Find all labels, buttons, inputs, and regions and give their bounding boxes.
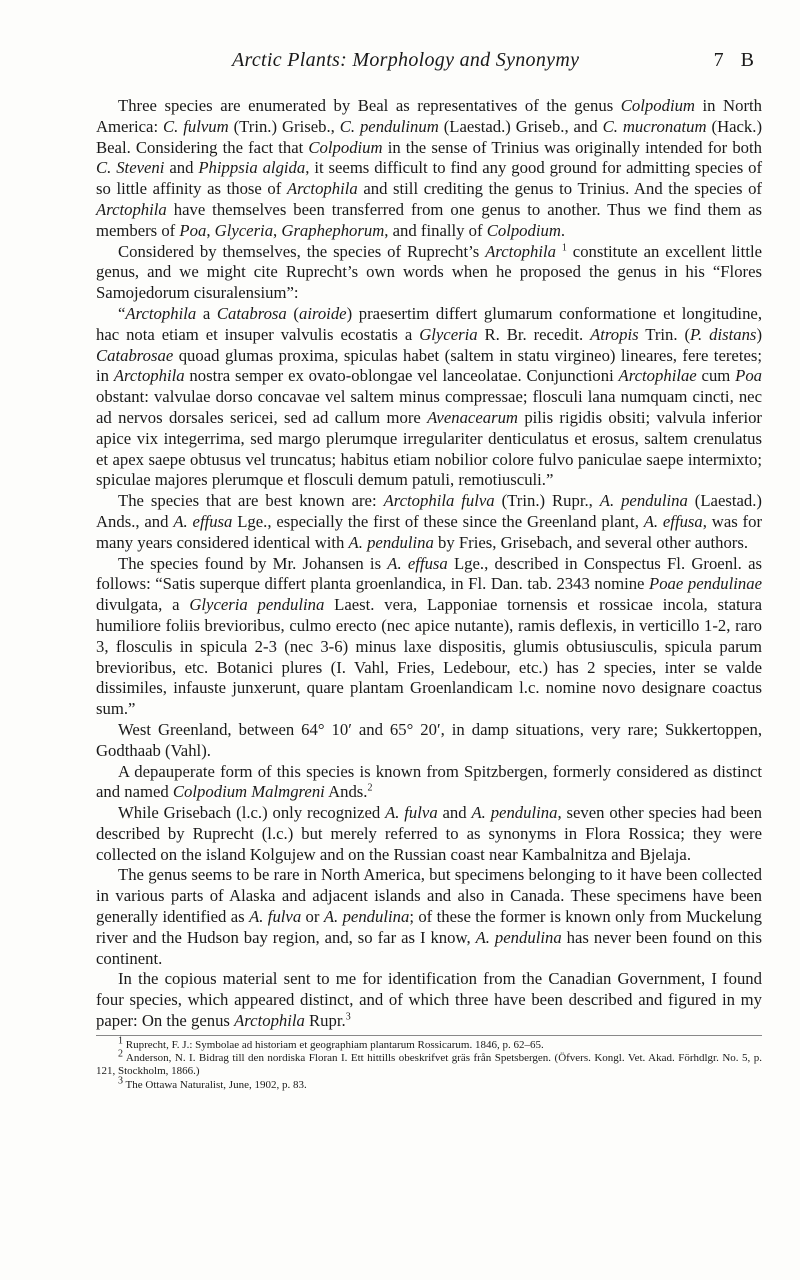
page-number: 7 B (713, 49, 760, 71)
latin-quotation: “Arctophila a Catabrosa (airoide) praesertim differt glumarum conformatione et longitudine, hac nota etiam et insuper valvulis ecostatis a Glyceria R. Br. recedit. Atropis Trin. (P. distans) Catabrosae quoad glumas proxima, spiculas habet (saltem in statu virgineo) lineares, fere teretes; in Arctophila nostra semper ex ovato-oblongae vel lanceolatae. Conjunctioni Arctophilae cum Poa obstant: valvulae dorso concavae vel saltem minus compressae; flosculi lana numquam cincti, nec ad nervos dorsales sericei, sed ad callum more Avenacearum pilis rigidis obsiti; valvula inferior apice vix integerrima, sed margo plerumque irregulariter denticulatus et erosus, saltem crenulatus et apex saepe obtusus vel truncatus; habitus etiam nobilior colore fulvo paniculae saepe intermixto; spiculae majores plerumque et flosculi demum patuli, remotiusculi.” (96, 303, 763, 490)
paragraph: While Grisebach (l.c.) only recognized A. fulva and A. pendulina, seven other species had been described by Ruprecht (l.c.) but merely referred to as synonyms in Flora Rossica; they were collected on the island Kolgujew and on the Russian coast near Kambalnitza and Bjelaja. (96, 803, 762, 864)
footnote-divider (96, 1035, 762, 1036)
paragraph: Three species are enumerated by Beal as representatives of the genus Colpodium in North America: C. fulvum (Trin.) Griseb., C. pendulinum (Laestad.) Griseb., and C. mucronatum (Hack.) Beal. Considering the fact that Colpodium in the sense of Trinius was originally intended for both C. Steveni and Phippsia algida, it seems difficult to find any good ground for admitting species of so little affinity as those of Arctophila and still crediting the genus to Trinius. And the species of Arctophila have themselves been transferred from one genus to another. Thus we find them as members of Poa, Glyceria, Graphephorum, and finally of Colpodium. (96, 96, 763, 240)
body-text (96, 96, 762, 1092)
paragraph: The genus seems to be rare in North America, but specimens belonging to it have been collected in various parts of Alaska and adjacent islands and also in Canada. These specimens have been generally identified as A. fulva or A. pendulina; of these the former is known only from Muckelung river and the Hudson bay region, and, so far as I know, A. pendulina has never been found on this continent. (96, 865, 762, 968)
paragraph: West Greenland, between 64° 10′ and 65° 20′, in damp situations, very rare; Sukkertoppen, Godthaab (Vahl). (96, 719, 762, 760)
footnote: $^2$ Anderson, N. I. Bidrag till den nordiska Floran I. Ett hittills obeskrifvet gräs från Spetsbergen. (Öfvers. Kongl. Vet. Akad. Förhdlgr. No. 5, p. 121, Stockholm, 1866.) (96, 1048, 762, 1078)
footnote: $^1$ Ruprecht, F. J.: Symbolae ad historiam et geographiam plantarum Rossicarum. 1846, p. 62–65. (118, 1035, 544, 1051)
paragraph: The species that are best known are: Arctophila fulva (Trin.) Rupr., A. pendulina (Laestad.) Ands., and A. effusa Lge., especially the first of these since the Greenland plant, A. effusa, was for many years considered identical with A. pendulina by Fries, Grisebach, and several other authors. (96, 491, 763, 552)
paragraph: Considered by themselves, the species of Ruprecht’s Arctophila $^1$ constitute an excellent little genus, and we might cite Ruprecht’s own words when he proposed the genus in his “Flores Samojedorum cisuralensium”: (96, 241, 762, 303)
paragraph: A depauperate form of this species is known from Spitzbergen, formerly considered as distinct and named Colpodium Malmgreni Ands.$^2$ (96, 761, 762, 802)
running-title: Arctic Plants: Morphology and Synonymy (232, 49, 580, 71)
footnote: $^3$ The Ottawa Naturalist, June, 1902, p. 83. (118, 1075, 307, 1091)
paragraph: In the copious material sent to me for identification from the Canadian Government, I found four species, which appeared distinct, and of which three have been described and figured in my paper: On the genus Arctophila Rupr.$^3$ (96, 969, 762, 1031)
paragraph: The species found by Mr. Johansen is A. effusa Lge., described in Conspectus Fl. Groenl. as follows: “Satis superque differt planta groenlandica, in Fl. Dan. tab. 2343 nomine Poae pendulinae divulgata, a Glyceria pendulina Laest. vera, Lapponiae tornensis et rossicae incola, statura humiliore foliis brevioribus, culmo erecto (nec apice nutante), ramis deflexis, in verticillo 1-2, raro 3, flosculis in spicula 2-3 (nec 3-6) minus laxe dispositis, glumis obtusiusculis, spicula parum brevioribus, etc. Botanici plures (I. Vahl, Fries, Ledebour, etc.) has 2 species, inter se valde dissimiles, infauste junxerunt, quare plantam Groenlandicam l.c. nomine novo designare coactus sum.” (96, 553, 763, 719)
